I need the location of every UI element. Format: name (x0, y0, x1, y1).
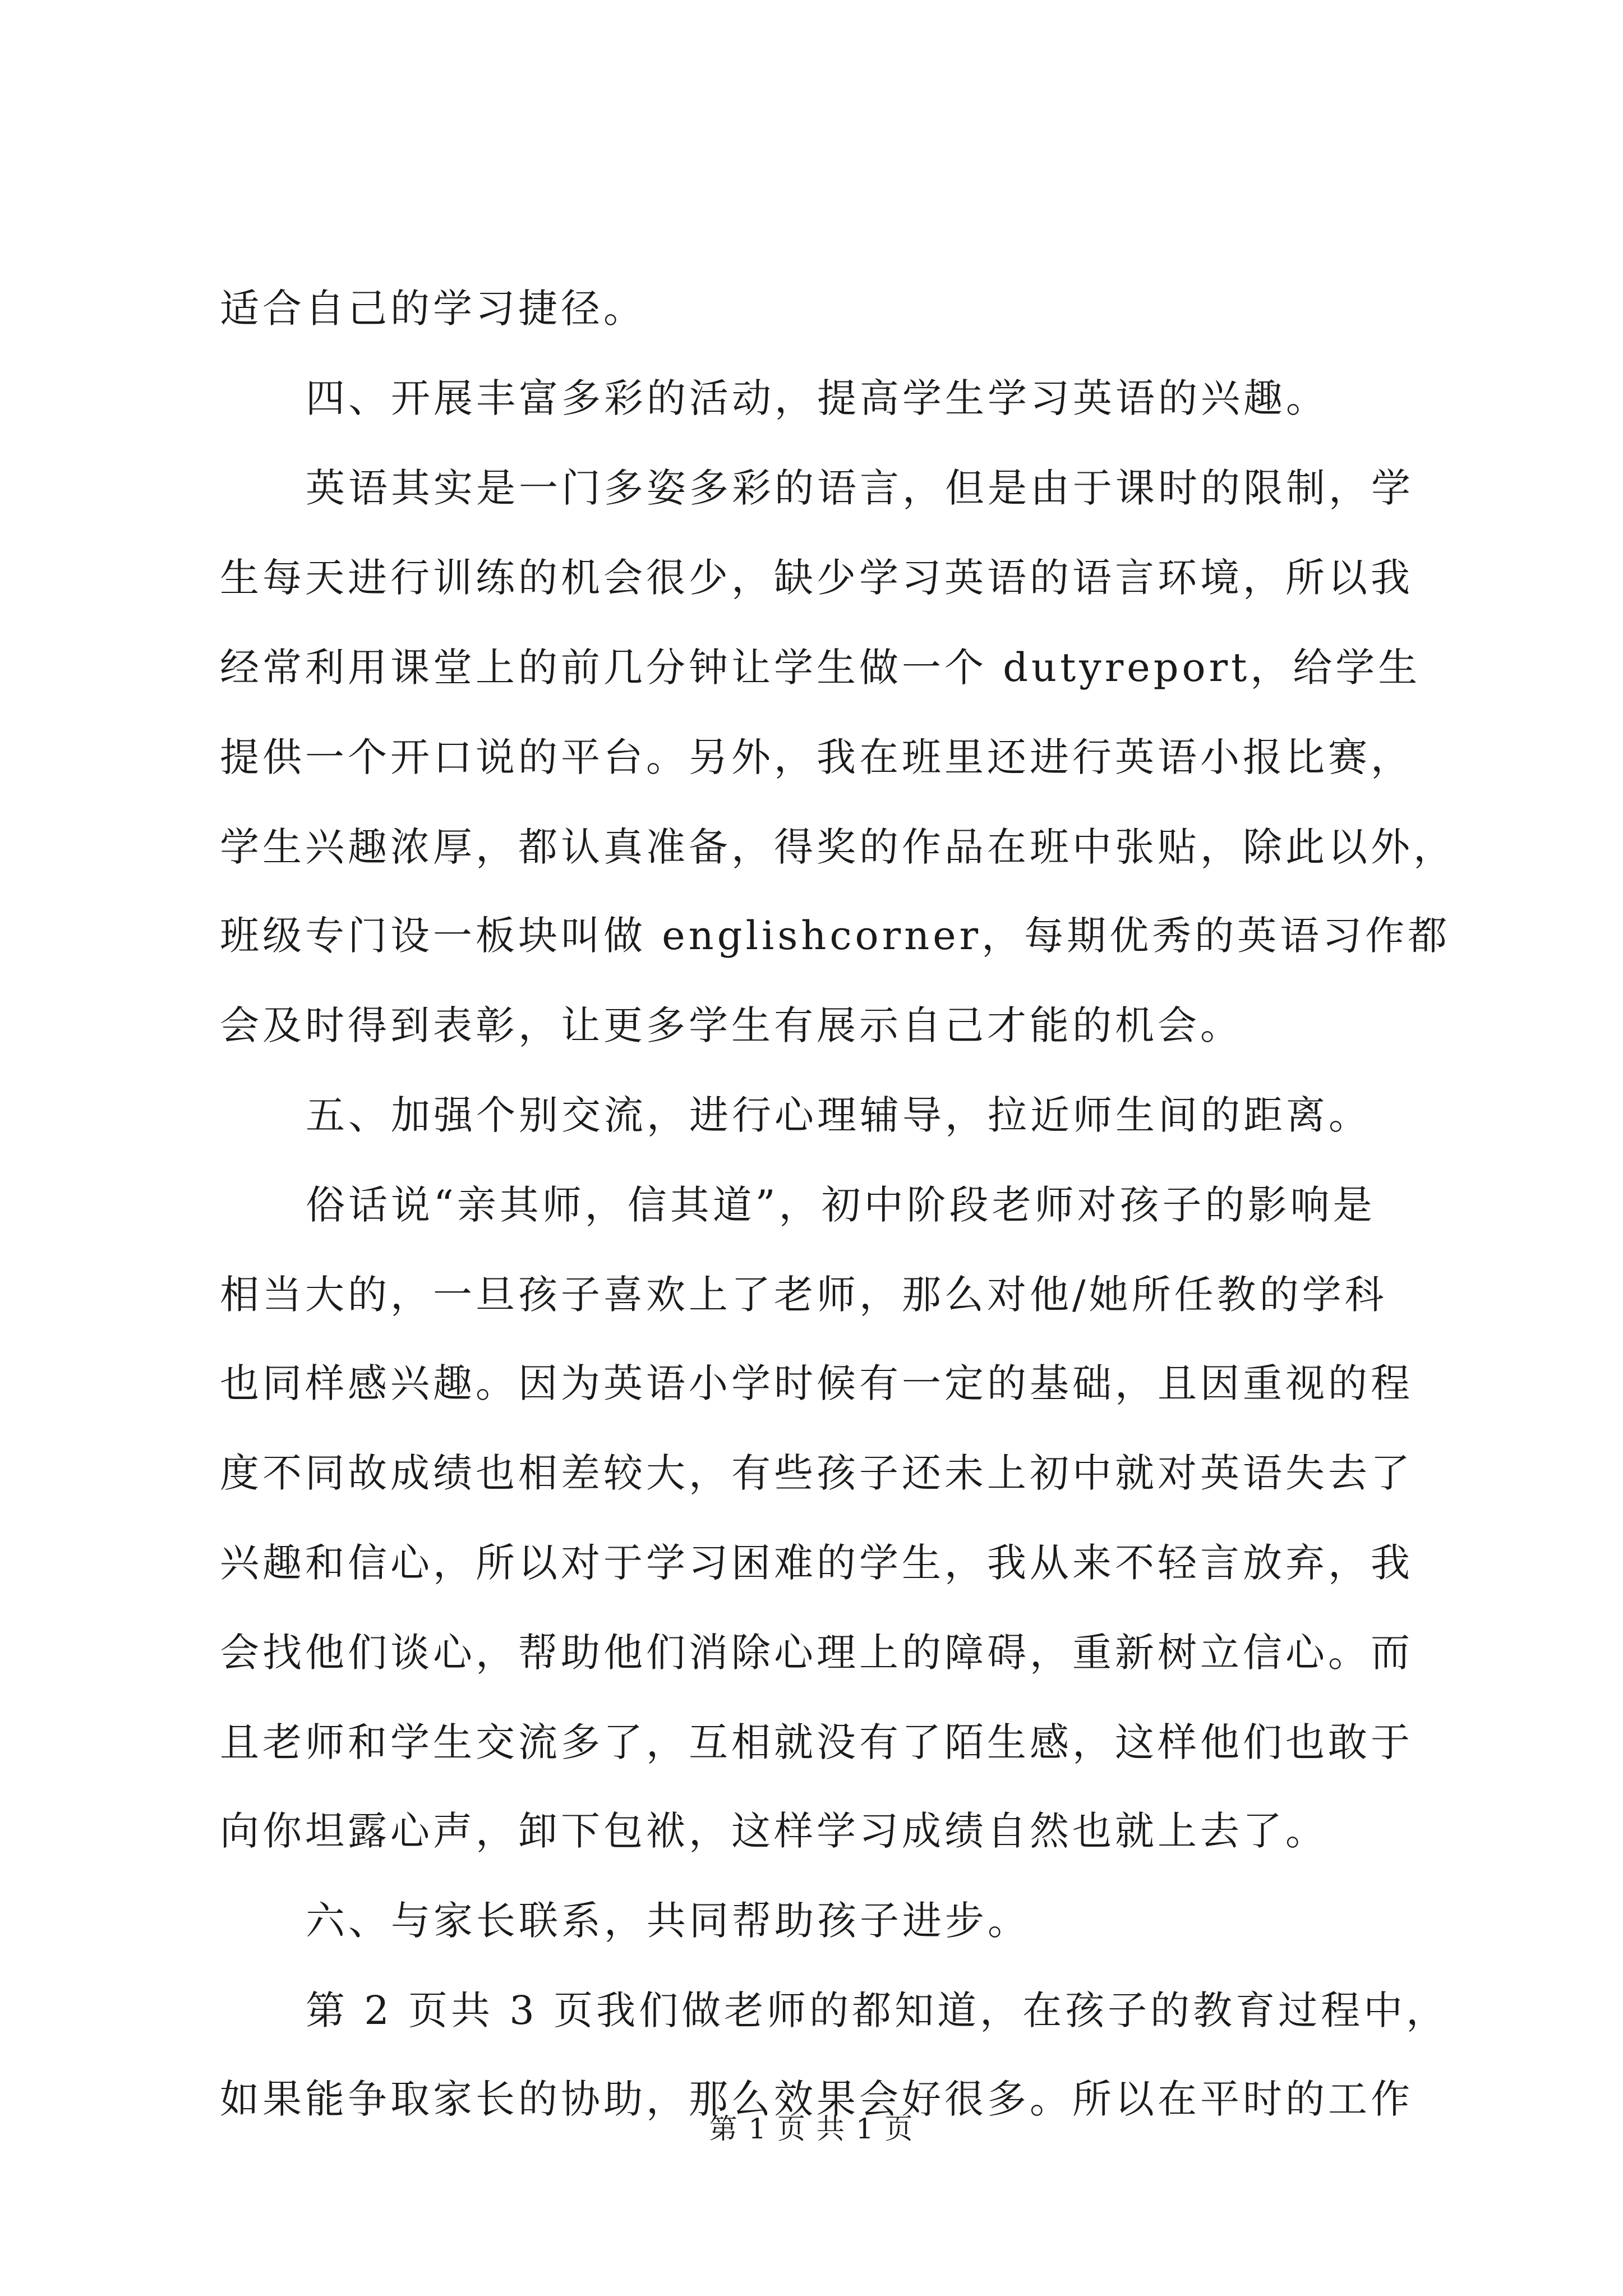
body-line: 第 2 页共 3 页我们做老师的都知道，在孩子的教育过程中， (306, 1987, 1449, 2033)
body-line: 兴趣和信心，所以对于学习困难的学生，我从来不轻言放弃，我 (220, 1540, 1413, 1586)
body-line: 也同样感兴趣。因为英语小学时候有一定的基础，且因重视的程 (220, 1360, 1413, 1406)
body-line: 向你坦露心声，卸下包袱，这样学习成绩自然也就上去了。 (220, 1808, 1328, 1854)
body-line: 会找他们谈心，帮助他们消除心理上的障碍，重新树立信心。而 (220, 1630, 1413, 1676)
body-line: 度不同故成绩也相差较大，有些孩子还未上初中就对英语失去了 (220, 1450, 1413, 1496)
body-line: 且老师和学生交流多了，互相就没有了陌生感，这样他们也敢于 (220, 1719, 1413, 1765)
page-footer: 第 1 页 共 1 页 (709, 2113, 914, 2145)
body-line: 经常利用课堂上的前几分钟让学生做一个 dutyreport，给学生 (220, 645, 1421, 691)
body-line: 相当大的，一旦孩子喜欢上了老师，那么对他/她所任教的学科 (220, 1272, 1387, 1318)
body-line: 学生兴趣浓厚，都认真准备，得奖的作品在班中张贴，除此以外， (220, 824, 1456, 870)
section-heading: 六、与家长联系，共同帮助孩子进步。 (306, 1898, 1030, 1944)
body-line: 英语其实是一门多姿多彩的语言，但是由于课时的限制，学 (306, 465, 1414, 511)
body-line: 如果能争取家长的协助，那么效果会好很多。所以在平时的工作 (220, 2076, 1413, 2122)
body-line: 俗话说“亲其师，信其道”，初中阶段老师对孩子的影响是 (306, 1182, 1376, 1228)
body-line: 生每天进行训练的机会很少，缺少学习英语的语言环境，所以我 (220, 555, 1413, 601)
section-heading: 四、开展丰富多彩的活动，提高学生学习英语的兴趣。 (306, 375, 1329, 421)
body-line: 会及时得到表彰，让更多学生有展示自己才能的机会。 (220, 1002, 1243, 1048)
section-heading: 五、加强个别交流，进行心理辅导，拉近师生间的距离。 (306, 1092, 1371, 1138)
body-line: 适合自己的学习捷径。 (220, 286, 646, 332)
body-line: 提供一个开口说的平台。另外，我在班里还进行英语小报比赛， (220, 734, 1413, 780)
body-line: 班级专门设一板块叫做 englishcorner，每期优秀的英语习作都 (220, 913, 1451, 959)
